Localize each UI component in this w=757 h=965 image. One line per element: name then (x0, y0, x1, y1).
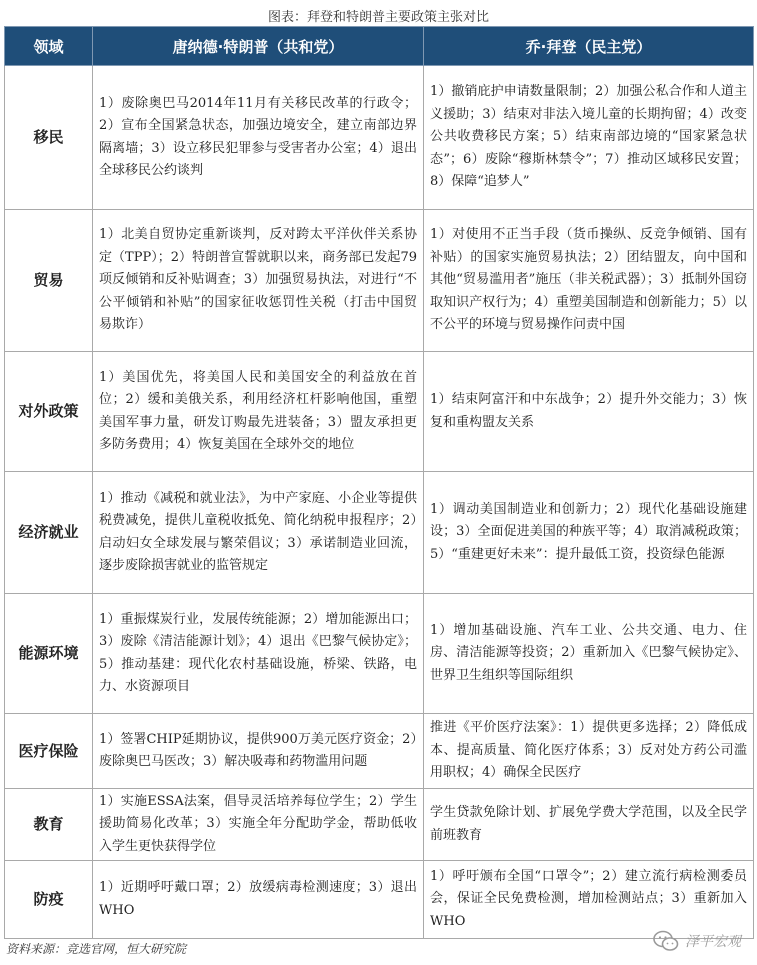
table-row (5, 714, 754, 789)
row-area-label: 教育 (5, 789, 93, 861)
biden-policy-cell: 学生贷款免除计划、扩展免学费大学范围，以及全民学前班教育 (424, 789, 754, 861)
trump-policy-cell: 1）推动《减税和就业法》，为中产家庭、小企业等提供税费减免，提供儿童税收抵免、简化纳税申报程序；2）启动妇女全球发展与繁荣倡议；3）承诺制造业回流，逐步废除损害就业的监管规定 (93, 472, 424, 594)
row-area-label: 防疫 (5, 861, 93, 939)
trump-policy-cell: 1）美国优先，将美国人民和美国安全的利益放在首位；2）缓和美俄关系，利用经济杠杆影响他国，重塑美国军事力量，研发订购最先进装备；3）盟友承担更多防务费用；4）恢复美国在全球外交的地位 (93, 352, 424, 472)
row-area-label: 贸易 (5, 210, 93, 352)
biden-policy-cell: 1）对使用不正当手段（货币操纵、反竞争倾销、国有补贴）的国家实施贸易执法；2）团结盟友，向中国和其他“贸易滥用者”施压（非关税武器）；3）抵制外国窃取知识产权行为；4）重塑美国制造和创新能力；5）以不公平的环境与贸易操作问责中国 (424, 210, 754, 352)
row-area-label: 医疗保险 (5, 714, 93, 789)
header-area: 领域 (5, 27, 93, 66)
table-row (5, 789, 754, 861)
table-row (5, 472, 754, 594)
watermark (653, 930, 741, 952)
table-row (5, 352, 754, 472)
biden-policy-cell: 1）调动美国制造业和创新力；2）现代化基础设施建设；3）全面促进美国的种族平等；4）取消减税政策；5）“重建更好未来”：提升最低工资，投资绿色能源 (424, 472, 754, 594)
biden-policy-cell: 1）呼吁颁布全国“口罩令”；2）建立流行病检测委员会，保证全民免费检测，增加检测站点；3）重新加入WHO (424, 861, 754, 939)
table-row (5, 594, 754, 714)
trump-policy-cell: 1）签署CHIP延期协议，提供900万美元医疗资金；2）废除奥巴马医改；3）解决吸毒和药物滥用问题 (93, 714, 424, 789)
table-header-row (5, 27, 754, 66)
trump-policy-cell: 1）废除奥巴马2014年11月有关移民改革的行政令；2）宣布全国紧急状态，加强边境安全，建立南部边界隔离墙；3）设立移民犯罪参与受害者办公室；4）退出全球移民公约谈判 (93, 66, 424, 210)
header-trump: 唐纳德·特朗普（共和党） (93, 27, 424, 66)
biden-policy-cell: 1）撤销庇护申请数量限制；2）加强公私合作和人道主义援助；3）结束对非法入境儿童的长期拘留；4）改变公共收费移民方案；5）结束南部边境的“国家紧急状态”；6）废除“穆斯林禁令”；7）推动区域移民安置；8）保障“追梦人” (424, 66, 754, 210)
biden-policy-cell: 1）增加基础设施、汽车工业、公共交通、电力、住房、清洁能源等投资；2）重新加入《巴黎气候协定》、世界卫生组织等国际组织 (424, 594, 754, 714)
table-row (5, 210, 754, 352)
wechat-icon (653, 930, 679, 952)
row-area-label: 移民 (5, 66, 93, 210)
biden-policy-cell: 推进《平价医疗法案》：1）提供更多选择；2）降低成本、提高质量、简化医疗体系；3）反对处方药公司滥用职权；4）确保全民医疗 (424, 714, 754, 789)
row-area-label: 对外政策 (5, 352, 93, 472)
biden-policy-cell: 1）结束阿富汗和中东战争；2）提升外交能力；3）恢复和重构盟友关系 (424, 352, 754, 472)
table-caption: 图表：拜登和特朗普主要政策主张对比 (267, 10, 489, 25)
row-area-label: 经济就业 (5, 472, 93, 594)
trump-policy-cell: 1）实施ESSA法案，倡导灵活培养每位学生；2）学生援助简易化改革；3）实施全年分配助学金，帮助低收入学生更快获得学位 (93, 789, 424, 861)
policy-comparison-table (4, 26, 754, 939)
table-row (5, 861, 754, 939)
row-area-label: 能源环境 (5, 594, 93, 714)
watermark-text: 泽平宏观 (685, 934, 741, 950)
trump-policy-cell: 1）近期呼吁戴口罩；2）放缓病毒检测速度；3）退出WHO (93, 861, 424, 939)
header-biden: 乔·拜登（民主党） (424, 27, 754, 66)
source-note: 资料来源：竞选官网，恒大研究院 (6, 942, 187, 956)
trump-policy-cell: 1）北美自贸协定重新谈判，反对跨太平洋伙伴关系协定（TPP）；2）特朗普宣誓就职以来，商务部已发起79项反倾销和反补贴调查；3）加强贸易执法，对进行“不公平倾销和补贴”的国家征收惩罚性关税（打击中国贸易欺诈） (93, 210, 424, 352)
trump-policy-cell: 1）重振煤炭行业，发展传统能源；2）增加能源出口；3）废除《清洁能源计划》；4）退出《巴黎气候协定》；5）推动基建：现代化农村基础设施，桥梁、铁路，电力、水资源项目 (93, 594, 424, 714)
table-row (5, 66, 754, 210)
